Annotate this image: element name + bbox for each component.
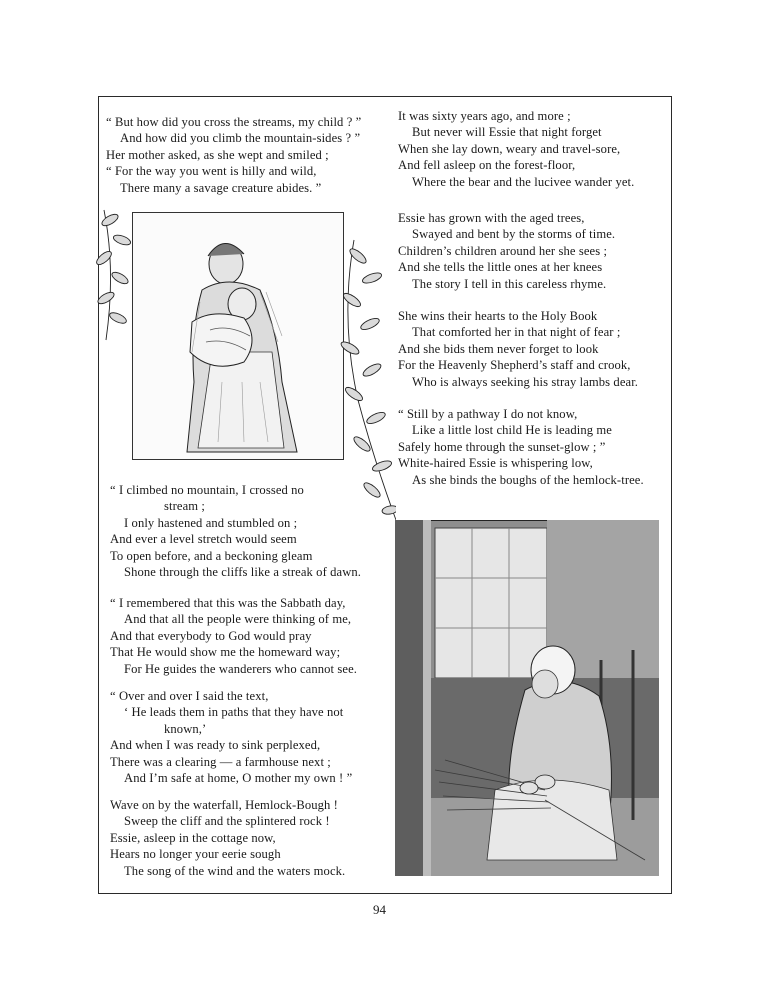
- poem-line: ‘ He leads them in paths that they have not: [124, 705, 344, 720]
- old-woman-icon: [395, 520, 659, 876]
- poem-line: That comforted her in that night of fear ;: [412, 325, 621, 340]
- poem-line: “ I remembered that this was the Sabbath day,: [110, 596, 346, 610]
- poem-line: The song of the wind and the waters mock.: [124, 863, 346, 878]
- right-stanza-3: [398, 308, 638, 390]
- poem-line: And when I was ready to sink perplexed,: [110, 738, 321, 753]
- poem-line: There many a savage creature abides. ”: [120, 180, 322, 195]
- poem-line: And that everybody to God would pray: [110, 628, 312, 643]
- poem-line: To open before, and a beckoning gleam: [110, 548, 313, 563]
- poem-line: She wins their hearts to the Holy Book: [398, 309, 598, 323]
- poem-line: Shone through the cliffs like a streak of dawn.: [124, 565, 362, 580]
- poem-line: And that all the people were thinking of me,: [124, 612, 352, 627]
- poem-line: Like a little lost child He is leading me: [412, 423, 612, 438]
- poem-line: The story I tell in this careless rhyme.: [412, 276, 607, 291]
- page-number: 94: [373, 902, 386, 917]
- poem-line: Where the bear and the lucivee wander yet.: [412, 174, 635, 189]
- poem-line: stream ;: [164, 499, 206, 514]
- poem-line: As she binds the boughs of the hemlock-tree.: [412, 472, 644, 487]
- poem-line: “ Still by a pathway I do not know,: [398, 407, 578, 421]
- poem-line: There was a clearing — a farmhouse next ;: [110, 754, 331, 769]
- left-stanza-5: [110, 797, 345, 879]
- poem-line: known,’: [164, 721, 207, 736]
- poem-line: And fell asleep on the forest-floor,: [398, 158, 576, 173]
- poem-line: Essie has grown with the aged trees,: [398, 211, 585, 225]
- poem-line: Wave on by the waterfall, Hemlock-Bough !: [110, 798, 338, 812]
- hemlock-vine-icon: [96, 200, 396, 530]
- right-stanza-2: [398, 210, 615, 292]
- poem-line: “ But how did you cross the streams, my child ? ”: [106, 115, 362, 129]
- poem-line: For He guides the wanderers who cannot see.: [124, 661, 358, 676]
- poem-line: Safely home through the sunset-glow ; ”: [398, 439, 606, 454]
- poem-line: When she lay down, weary and travel-sore,: [398, 141, 621, 156]
- poem-line: And ever a level stretch would seem: [110, 532, 297, 547]
- hemlock-vine-decoration: [96, 200, 396, 530]
- right-stanza-1: [398, 108, 634, 190]
- poem-line: White-haired Essie is whispering low,: [398, 456, 593, 471]
- poem-line: And I’m safe at home, O mother my own ! ”: [124, 771, 353, 786]
- poem-line: That He would show me the homeward way;: [110, 645, 341, 660]
- poem-line: “ For the way you went is hilly and wild,: [106, 164, 317, 179]
- poem-line: Hears no longer your eerie sough: [110, 847, 281, 862]
- poem-line: Children’s children around her she sees ;: [398, 243, 608, 258]
- left-stanza-3: [110, 595, 357, 677]
- poem-line: “ I climbed no mountain, I crossed no: [110, 483, 304, 497]
- poem-line: Swayed and bent by the storms of time.: [412, 227, 616, 242]
- poem-line: And she bids them never forget to look: [398, 341, 599, 356]
- poem-line: For the Heavenly Shepherd’s staff and crook,: [398, 358, 631, 373]
- poem-line: Who is always seeking his stray lambs dear.: [412, 374, 639, 389]
- poem-line: Essie, asleep in the cottage now,: [110, 830, 276, 845]
- poem-line: Sweep the cliff and the splintered rock !: [124, 814, 330, 829]
- poem-line: Her mother asked, as she wept and smiled ;: [106, 147, 329, 162]
- left-stanza-1: [106, 114, 361, 196]
- poem-line: But never will Essie that night forget: [412, 125, 602, 140]
- poem-line: And she tells the little ones at her knees: [398, 260, 603, 275]
- poem-line: “ Over and over I said the text,: [110, 689, 269, 703]
- poem-line: I only hastened and stumbled on ;: [124, 515, 298, 530]
- old-woman-binding-boughs-illustration: [395, 520, 659, 876]
- left-stanza-2: [110, 482, 361, 580]
- left-stanza-4: [110, 688, 352, 786]
- poem-line: It was sixty years ago, and more ;: [398, 109, 571, 123]
- poem-line: And how did you climb the mountain-sides ? ”: [120, 131, 361, 146]
- right-stanza-4: [398, 406, 644, 488]
